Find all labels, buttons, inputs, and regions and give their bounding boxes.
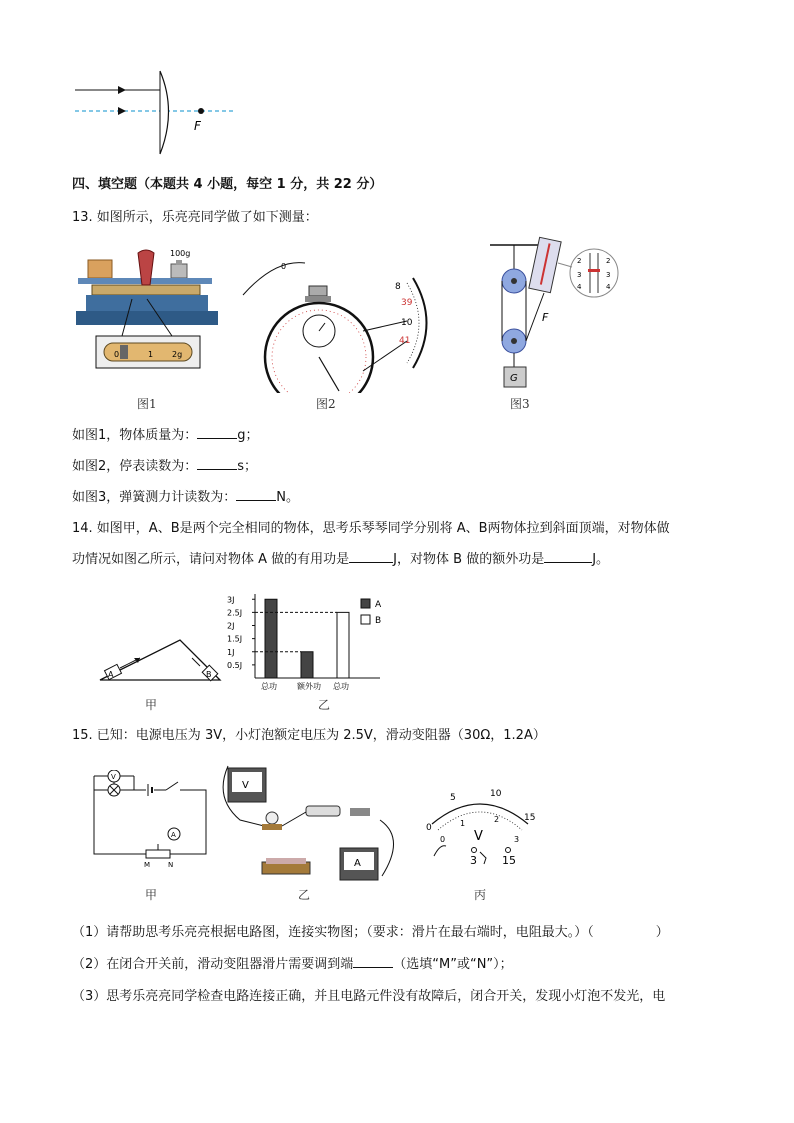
dial-bot-0: 0 [440, 835, 446, 844]
zoom-2: 2 [577, 257, 582, 265]
zoom-3: 3 [577, 271, 582, 279]
fig15-jia-caption: 甲 [145, 888, 158, 902]
section-title: 四、填空题（本题共 4 小题，每空 1 分，共 22 分） [72, 177, 383, 192]
q15-sub3: （3）思考乐亮亮同学检查电路连接正确，并且电路元件没有故障后，闭合开关，发现小灯泡不发光，电 [72, 989, 666, 1004]
dial-meter-letter: V [474, 829, 483, 844]
scale-2: 2g [172, 350, 183, 359]
answer-blank-slider-end[interactable] [353, 955, 393, 968]
zoom-4r: 4 [606, 283, 611, 291]
weight-label: 100g [170, 249, 191, 258]
legend-swatch-a [361, 599, 370, 608]
fig2-stopwatch [235, 253, 445, 393]
dial-39: 39 [401, 298, 413, 308]
bar-a [265, 599, 277, 678]
dial-terminal-3: 3 [470, 854, 477, 867]
q15-sub2: （2）在闭合开关前，滑动变阻器滑片需要调到端 （选填“M”或“N”）； [72, 957, 513, 972]
legend-label-b: B [375, 616, 382, 626]
zoom-3r: 3 [606, 271, 611, 279]
x-category-label: 额外功 [297, 682, 321, 691]
fig15-apparatus [210, 758, 410, 888]
q13-line1: 如图1，物体质量为： g； [72, 428, 259, 443]
fig15-voltmeter-dial [420, 774, 540, 872]
dial-top-5: 5 [450, 793, 456, 803]
answer-blank-useful-work[interactable] [349, 550, 393, 563]
x-category-label: 总功 [333, 682, 349, 691]
answer-blank-time[interactable] [197, 457, 237, 470]
q13-line2: 如图2，停表读数为： s； [72, 459, 258, 474]
y-tick-label: 1.5J [227, 634, 243, 644]
fig14-jia-caption: 甲 [145, 698, 158, 712]
work-bar-chart [225, 588, 405, 692]
y-tick-label: 3J [227, 595, 235, 605]
focus-point [198, 108, 204, 114]
zoom-4: 4 [577, 283, 582, 291]
q15-stem: 15. 已知：电源电压为 3V，小灯泡额定电压为 2.5V，滑动变阻器（30Ω，1.2A） [72, 728, 546, 743]
y-tick-label: 0.5J [227, 660, 243, 670]
dial-top-0: 0 [426, 823, 432, 833]
dial-8: 8 [395, 282, 401, 292]
fig15-circuit-diagram [90, 770, 210, 870]
y-tick-label: 2.5J [227, 608, 243, 618]
block-a-label: A [108, 670, 114, 679]
focus-label: F [194, 119, 201, 133]
x-category-label: 总功 [261, 682, 277, 691]
q15-sub1: （1）请帮助思考乐亮亮根据电路图，连接实物图；（要求：滑片在最右端时，电阻最大。）（ ） [72, 925, 669, 940]
force-label: F [542, 311, 549, 324]
scale-1: 1 [148, 350, 154, 359]
fig15-yi-caption: 乙 [298, 888, 311, 902]
fig2-caption: 图2 [316, 397, 336, 411]
y-tick-label: 2J [227, 621, 235, 631]
apparatus-ammeter: A [354, 858, 361, 869]
y-tick-label: 1J [227, 647, 235, 657]
diagram-label-m: M [144, 861, 151, 869]
weight-label-g: G [510, 373, 518, 384]
legend-swatch-b [361, 615, 370, 624]
legend-label-a: A [375, 600, 382, 610]
diagram-voltmeter: V [111, 773, 116, 781]
block-b-label: B [206, 670, 212, 679]
scale-0: 0 [114, 350, 120, 359]
diagram-label-n: N [168, 861, 174, 869]
dial-bot-3: 3 [514, 835, 520, 844]
dial-top-10: 10 [490, 789, 502, 799]
fig14-yi-caption: 乙 [318, 698, 331, 712]
fig14-incline [96, 632, 226, 692]
dial-10: 10 [401, 318, 413, 328]
apparatus-voltmeter: V [242, 780, 249, 791]
bar-b [337, 612, 349, 678]
q14-line2: 功情况如图乙所示，请问对物体 A 做的有用功是 J，对物体 B 做的额外功是 J。 [72, 552, 610, 567]
answer-blank-mass[interactable] [197, 426, 237, 439]
dial-bot-2: 2 [494, 815, 500, 824]
fig3-pulley [488, 233, 628, 393]
bar-a [301, 652, 313, 678]
zoom-2r: 2 [606, 257, 611, 265]
q13-stem: 13. 如图所示，乐亮亮同学做了如下测量： [72, 210, 318, 225]
answer-blank-extra-work[interactable] [544, 550, 592, 563]
fig1-caption: 图1 [137, 397, 157, 411]
dial-41: 41 [399, 336, 411, 346]
fig3-caption: 图3 [510, 397, 530, 411]
diagram-ammeter: A [171, 831, 176, 839]
dial-terminal-15: 15 [502, 854, 516, 867]
q14-line1: 14. 如图甲，A、B是两个完全相同的物体，思考乐琴琴同学分别将 A、B两物体拉到斜面顶端，对物体做 [72, 521, 670, 536]
dial-top-15: 15 [524, 813, 536, 823]
lens-figure [70, 66, 240, 161]
dial-bot-1: 1 [460, 819, 466, 828]
fig15-bing-caption: 丙 [474, 888, 487, 902]
fig1-balance [72, 243, 222, 373]
q13-line3: 如图3，弹簧测力计读数为： N。 [72, 490, 300, 505]
dial-0: 0 [281, 262, 287, 271]
answer-blank-force[interactable] [236, 488, 276, 501]
